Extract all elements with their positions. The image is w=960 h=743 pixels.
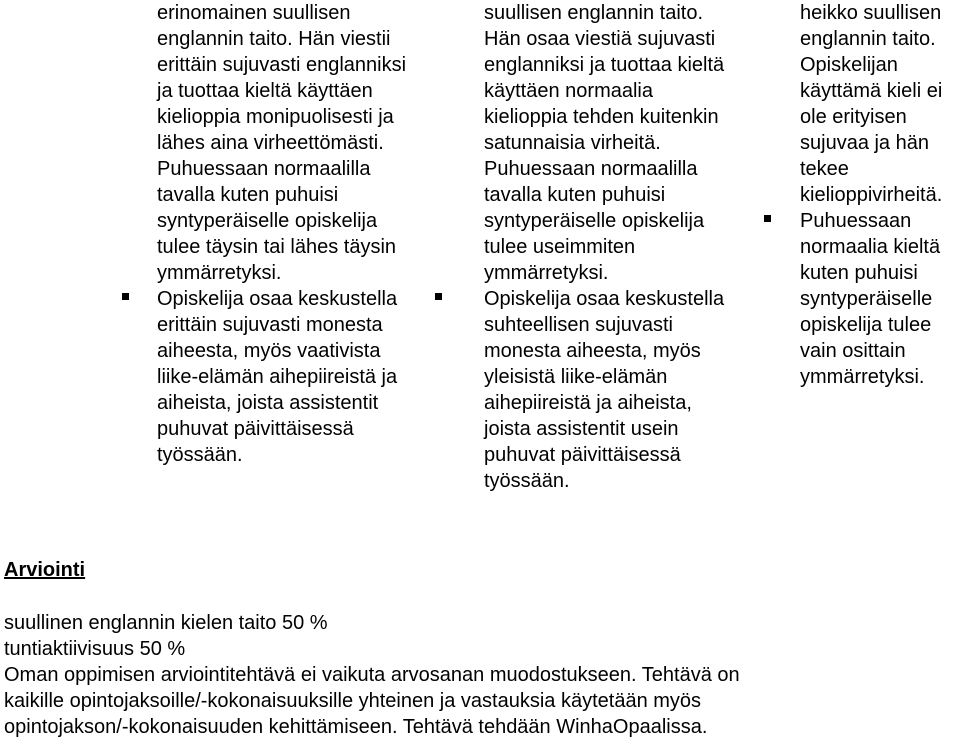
column-text-line: englanniksi ja tuottaa kieltä	[484, 54, 725, 76]
column-text-line: vain osittain	[800, 340, 906, 362]
assessment-section	[4, 557, 954, 583]
assessment-line: tuntiaktiivisuus 50 %	[4, 638, 186, 660]
column-text-line: työssään.	[157, 444, 243, 466]
column-text-line: syntyperäiselle opiskelija	[484, 210, 705, 232]
column-text-line: ymmärretyksi.	[484, 262, 609, 284]
assessment-line: opintojakson/-kokonaisuuden kehittämiseen. Tehtävä tehdään WinhaOpaalissa.	[4, 716, 708, 738]
column-text-line: ja tuottaa kieltä käyttäen	[157, 80, 373, 102]
column-weak	[800, 0, 960, 390]
column-text-line: tavalla kuten puhuisi	[484, 184, 666, 206]
column-text-line: tulee useimmiten	[484, 236, 636, 258]
column-text-line: aiheista, joista assistentit	[157, 392, 379, 414]
column-text-line: aiheesta, myös vaativista	[157, 340, 381, 362]
column-text-line: syntyperäiselle	[800, 288, 933, 310]
column-text-line: tekee	[800, 158, 849, 180]
column-text-line: opiskelija tulee	[800, 314, 932, 336]
column-text-line: Opiskelija osaa keskustella	[157, 288, 398, 310]
bullet-icon	[435, 293, 442, 300]
column-text-line: englannin taito. Hän viestii	[157, 28, 391, 50]
column-text-line: puhuvat päivittäisessä	[484, 444, 681, 466]
column-text-line: aihepiireistä ja aiheista,	[484, 392, 692, 414]
column-text-line: joista assistentit usein	[484, 418, 679, 440]
column-text-line: heikko suullisen	[800, 2, 942, 24]
column-text-line: lähes aina virheettömästi.	[157, 132, 384, 154]
column-text-line: syntyperäiselle opiskelija	[157, 210, 378, 232]
assessment-heading: Arviointi	[4, 559, 86, 581]
column-text-line: sujuvaa ja hän	[800, 132, 929, 154]
column-text-line: puhuvat päivittäisessä	[157, 418, 354, 440]
column-text-line: suhteellisen sujuvasti	[484, 314, 673, 336]
assessment-line: suullinen englannin kielen taito 50 %	[4, 612, 328, 634]
column-text-line: yleisistä liike-elämän	[484, 366, 668, 388]
column-text-line: liike-elämän aihepiireistä ja	[157, 366, 398, 388]
column-text-line: Puhuessaan	[800, 210, 912, 232]
column-text-line: kuten puhuisi	[800, 262, 918, 284]
column-text-line: tavalla kuten puhuisi	[157, 184, 339, 206]
bullet-icon	[122, 293, 129, 300]
column-text-line: erittäin sujuvasti englanniksi	[157, 54, 407, 76]
assessment-line: Oman oppimisen arviointitehtävä ei vaikuta arvosanan muodostukseen. Tehtävä on	[4, 664, 740, 686]
column-text-line: käyttäen normaalia	[484, 80, 653, 102]
column-text-line: erittäin sujuvasti monesta	[157, 314, 383, 336]
assessment-line: kaikille opintojaksoille/-kokonaisuuksille yhteinen ja vastauksia käytetään myös	[4, 690, 702, 712]
column-excellent	[157, 0, 442, 468]
column-text-line: kielioppia tehden kuitenkin	[484, 106, 719, 128]
column-text-line: erinomainen suullisen	[157, 2, 351, 24]
bullet-icon	[764, 215, 771, 222]
column-text-line: Puhuessaan normaalilla	[484, 158, 698, 180]
column-text-line: Puhuessaan normaalilla	[157, 158, 371, 180]
column-text-line: Hän osaa viestiä sujuvasti	[484, 28, 716, 50]
column-text-line: kielioppivirheitä.	[800, 184, 943, 206]
assessment-body	[4, 610, 740, 740]
column-text-line: suullisen englannin taito.	[484, 2, 704, 24]
column-text-line: tulee täysin tai lähes täysin	[157, 236, 397, 258]
column-text-line: monesta aiheesta, myös	[484, 340, 701, 362]
column-text-line: ymmärretyksi.	[800, 366, 925, 388]
column-text-line: kielioppia monipuolisesti ja	[157, 106, 394, 128]
column-text-line: normaalia kieltä	[800, 236, 941, 258]
column-text-line: satunnaisia virheitä.	[484, 132, 661, 154]
column-text-line: työssään.	[484, 470, 570, 492]
column-good	[484, 0, 769, 494]
column-text-line: ymmärretyksi.	[157, 262, 282, 284]
column-text-line: ole erityisen	[800, 106, 907, 128]
column-text-line: englannin taito.	[800, 28, 936, 50]
column-text-line: Opiskelija osaa keskustella	[484, 288, 725, 310]
column-text-line: Opiskelijan	[800, 54, 898, 76]
column-text-line: käyttämä kieli ei	[800, 80, 943, 102]
